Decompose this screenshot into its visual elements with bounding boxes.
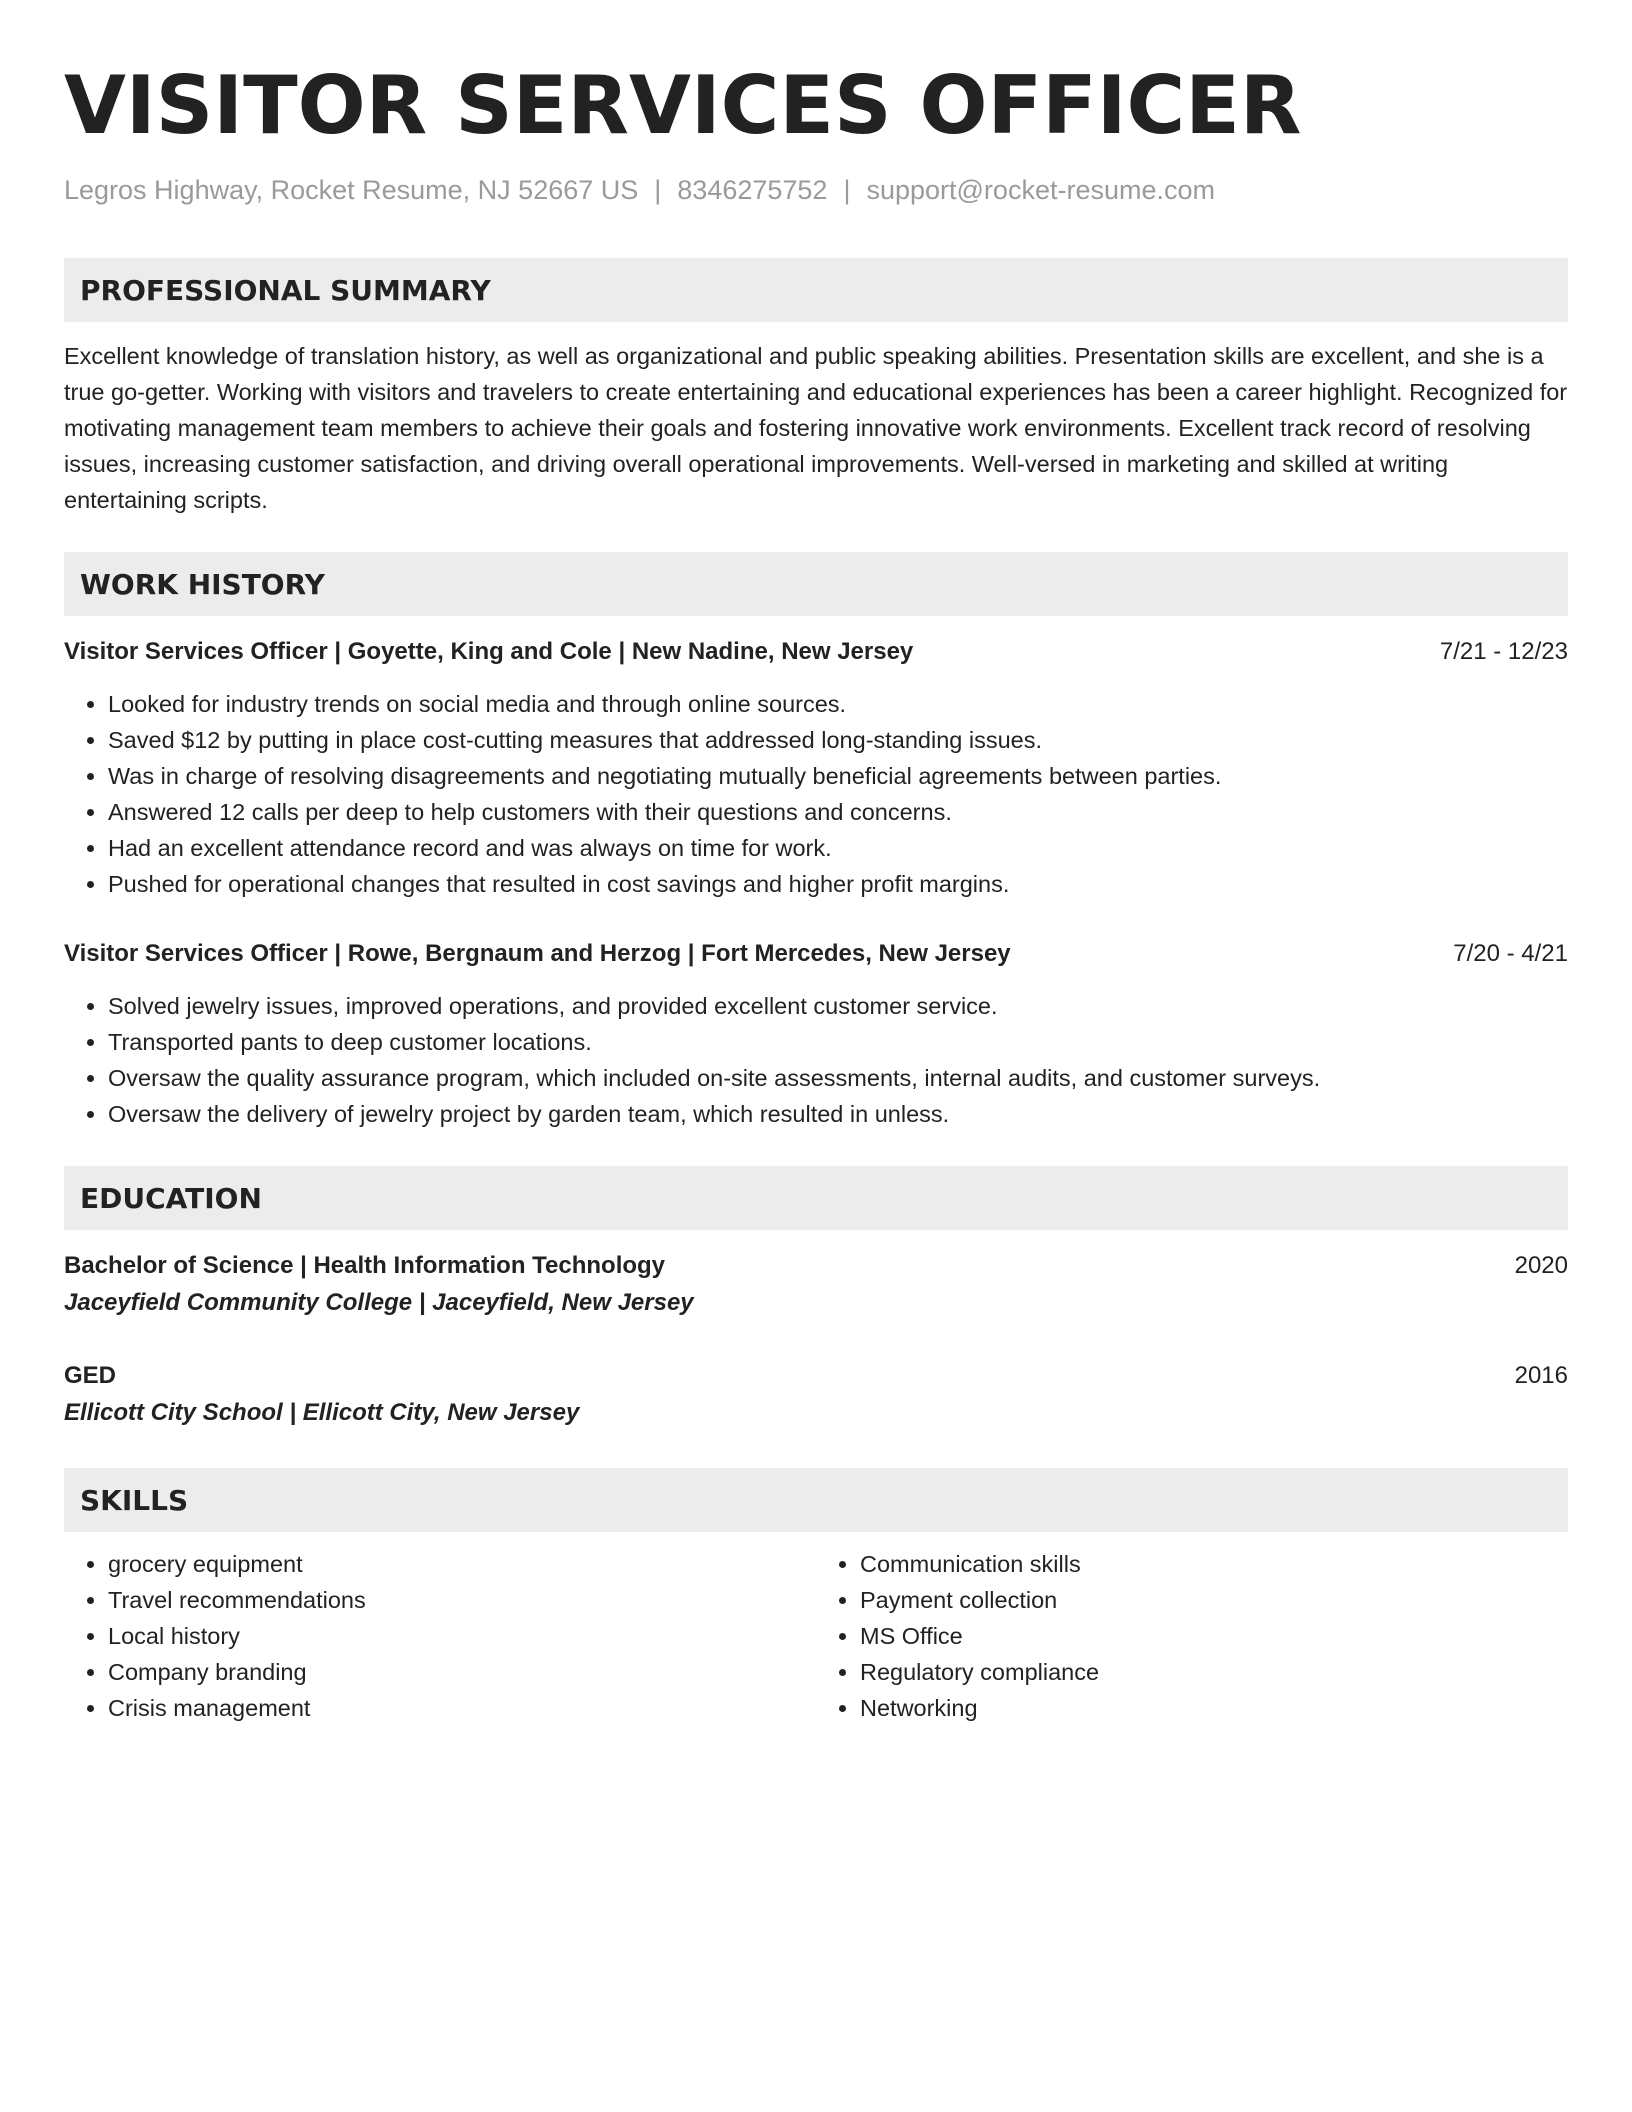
contact-email: support@rocket-resume.com xyxy=(866,175,1215,205)
contact-phone: 8346275752 xyxy=(677,175,828,205)
job-entry xyxy=(64,634,1568,902)
job-bullet: • Was in charge of resolving disagreements and negotiating mutually beneficial agreements between parties. xyxy=(108,758,1568,794)
skill-item: • Communication skills xyxy=(860,1546,1568,1582)
education-degree: GED xyxy=(64,1362,117,1389)
skill-item: • grocery equipment xyxy=(108,1546,816,1582)
job-bullet: • Answered 12 calls per deep to help customers with their questions and concerns. xyxy=(108,794,1568,830)
education-heading-row xyxy=(64,1248,1568,1284)
education-school: Jaceyfield Community College | Jaceyfield, New Jersey xyxy=(64,1289,694,1316)
skills-grid xyxy=(64,1546,1568,1726)
education-year: 2020 xyxy=(1514,1252,1568,1279)
education-heading-row xyxy=(64,1358,1568,1394)
skill-item: • Local history xyxy=(108,1618,816,1654)
contact-address: Legros Highway, Rocket Resume, NJ 52667 US xyxy=(64,175,639,205)
contact-separator: | xyxy=(843,175,851,205)
job-bullets xyxy=(64,686,1568,902)
skills-column-right xyxy=(816,1546,1568,1726)
education-school: Ellicott City School | Ellicott City, New Jersey xyxy=(64,1399,580,1426)
job-dates: 7/20 - 4/21 xyxy=(1453,940,1568,967)
job-bullet: • Solved jewelry issues, improved operations, and provided excellent customer service. xyxy=(108,988,1568,1024)
job-dates: 7/21 - 12/23 xyxy=(1439,638,1568,665)
job-bullets xyxy=(64,988,1568,1132)
skills-column-left xyxy=(64,1546,816,1726)
skill-item: • Company branding xyxy=(108,1654,816,1690)
education-degree: Bachelor of Science | Health Information Technology xyxy=(64,1252,666,1279)
job-entry xyxy=(64,936,1568,1132)
summary-text: Excellent knowledge of translation history, as well as organizational and public speaking abilities. Presentation skills are excellent, and she is a true go-getter. Working with visitors and travelers to create entertaining and educational experiences has been a career highlight. Recognized for motivating management team members to achieve their goals and fostering innovative work environments. Excellent track record of resolving issues, increasing customer satisfaction, and driving overall operational improvements. Well-versed in marketing and skilled at writing entertaining scripts. xyxy=(64,343,1568,513)
job-heading-row xyxy=(64,634,1568,670)
section-header-work-history: WORK HISTORY xyxy=(64,552,1568,616)
skill-item: • Travel recommendations xyxy=(108,1582,816,1618)
section-header-skills: SKILLS xyxy=(64,1468,1568,1532)
job-bullet: • Looked for industry trends on social media and through online sources. xyxy=(108,686,1568,722)
job-title: Visitor Services Officer | Rowe, Bergnaum and Herzog | Fort Mercedes, New Jersey xyxy=(64,940,1011,967)
contact-separator: | xyxy=(654,175,662,205)
section-header-education: EDUCATION xyxy=(64,1166,1568,1230)
education-year: 2016 xyxy=(1514,1362,1568,1389)
education-entry xyxy=(64,1248,1568,1322)
job-bullet: • Had an excellent attendance record and was always on time for work. xyxy=(108,830,1568,866)
skill-item: • Regulatory compliance xyxy=(860,1654,1568,1690)
job-title: Visitor Services Officer | Goyette, King and Cole | New Nadine, New Jersey xyxy=(64,638,914,665)
education-entry xyxy=(64,1358,1568,1432)
candidate-name: VISITOR SERVICES OFFICER xyxy=(64,59,1302,152)
skill-item: • MS Office xyxy=(860,1618,1568,1654)
skill-item: • Crisis management xyxy=(108,1690,816,1726)
job-heading-row xyxy=(64,936,1568,972)
job-bullet: • Transported pants to deep customer locations. xyxy=(108,1024,1568,1060)
job-bullet: • Pushed for operational changes that resulted in cost savings and higher profit margins. xyxy=(108,866,1568,902)
skill-item: • Payment collection xyxy=(860,1582,1568,1618)
job-bullet: • Saved $12 by putting in place cost-cutting measures that addressed long-standing issues. xyxy=(108,722,1568,758)
contact-line xyxy=(64,172,1568,208)
job-bullet: • Oversaw the quality assurance program, which included on-site assessments, internal audits, and customer surveys. xyxy=(108,1060,1568,1096)
section-header-summary: PROFESSIONAL SUMMARY xyxy=(64,258,1568,322)
job-bullet: • Oversaw the delivery of jewelry project by garden team, which resulted in unless. xyxy=(108,1096,1568,1132)
skill-item: • Networking xyxy=(860,1690,1568,1726)
